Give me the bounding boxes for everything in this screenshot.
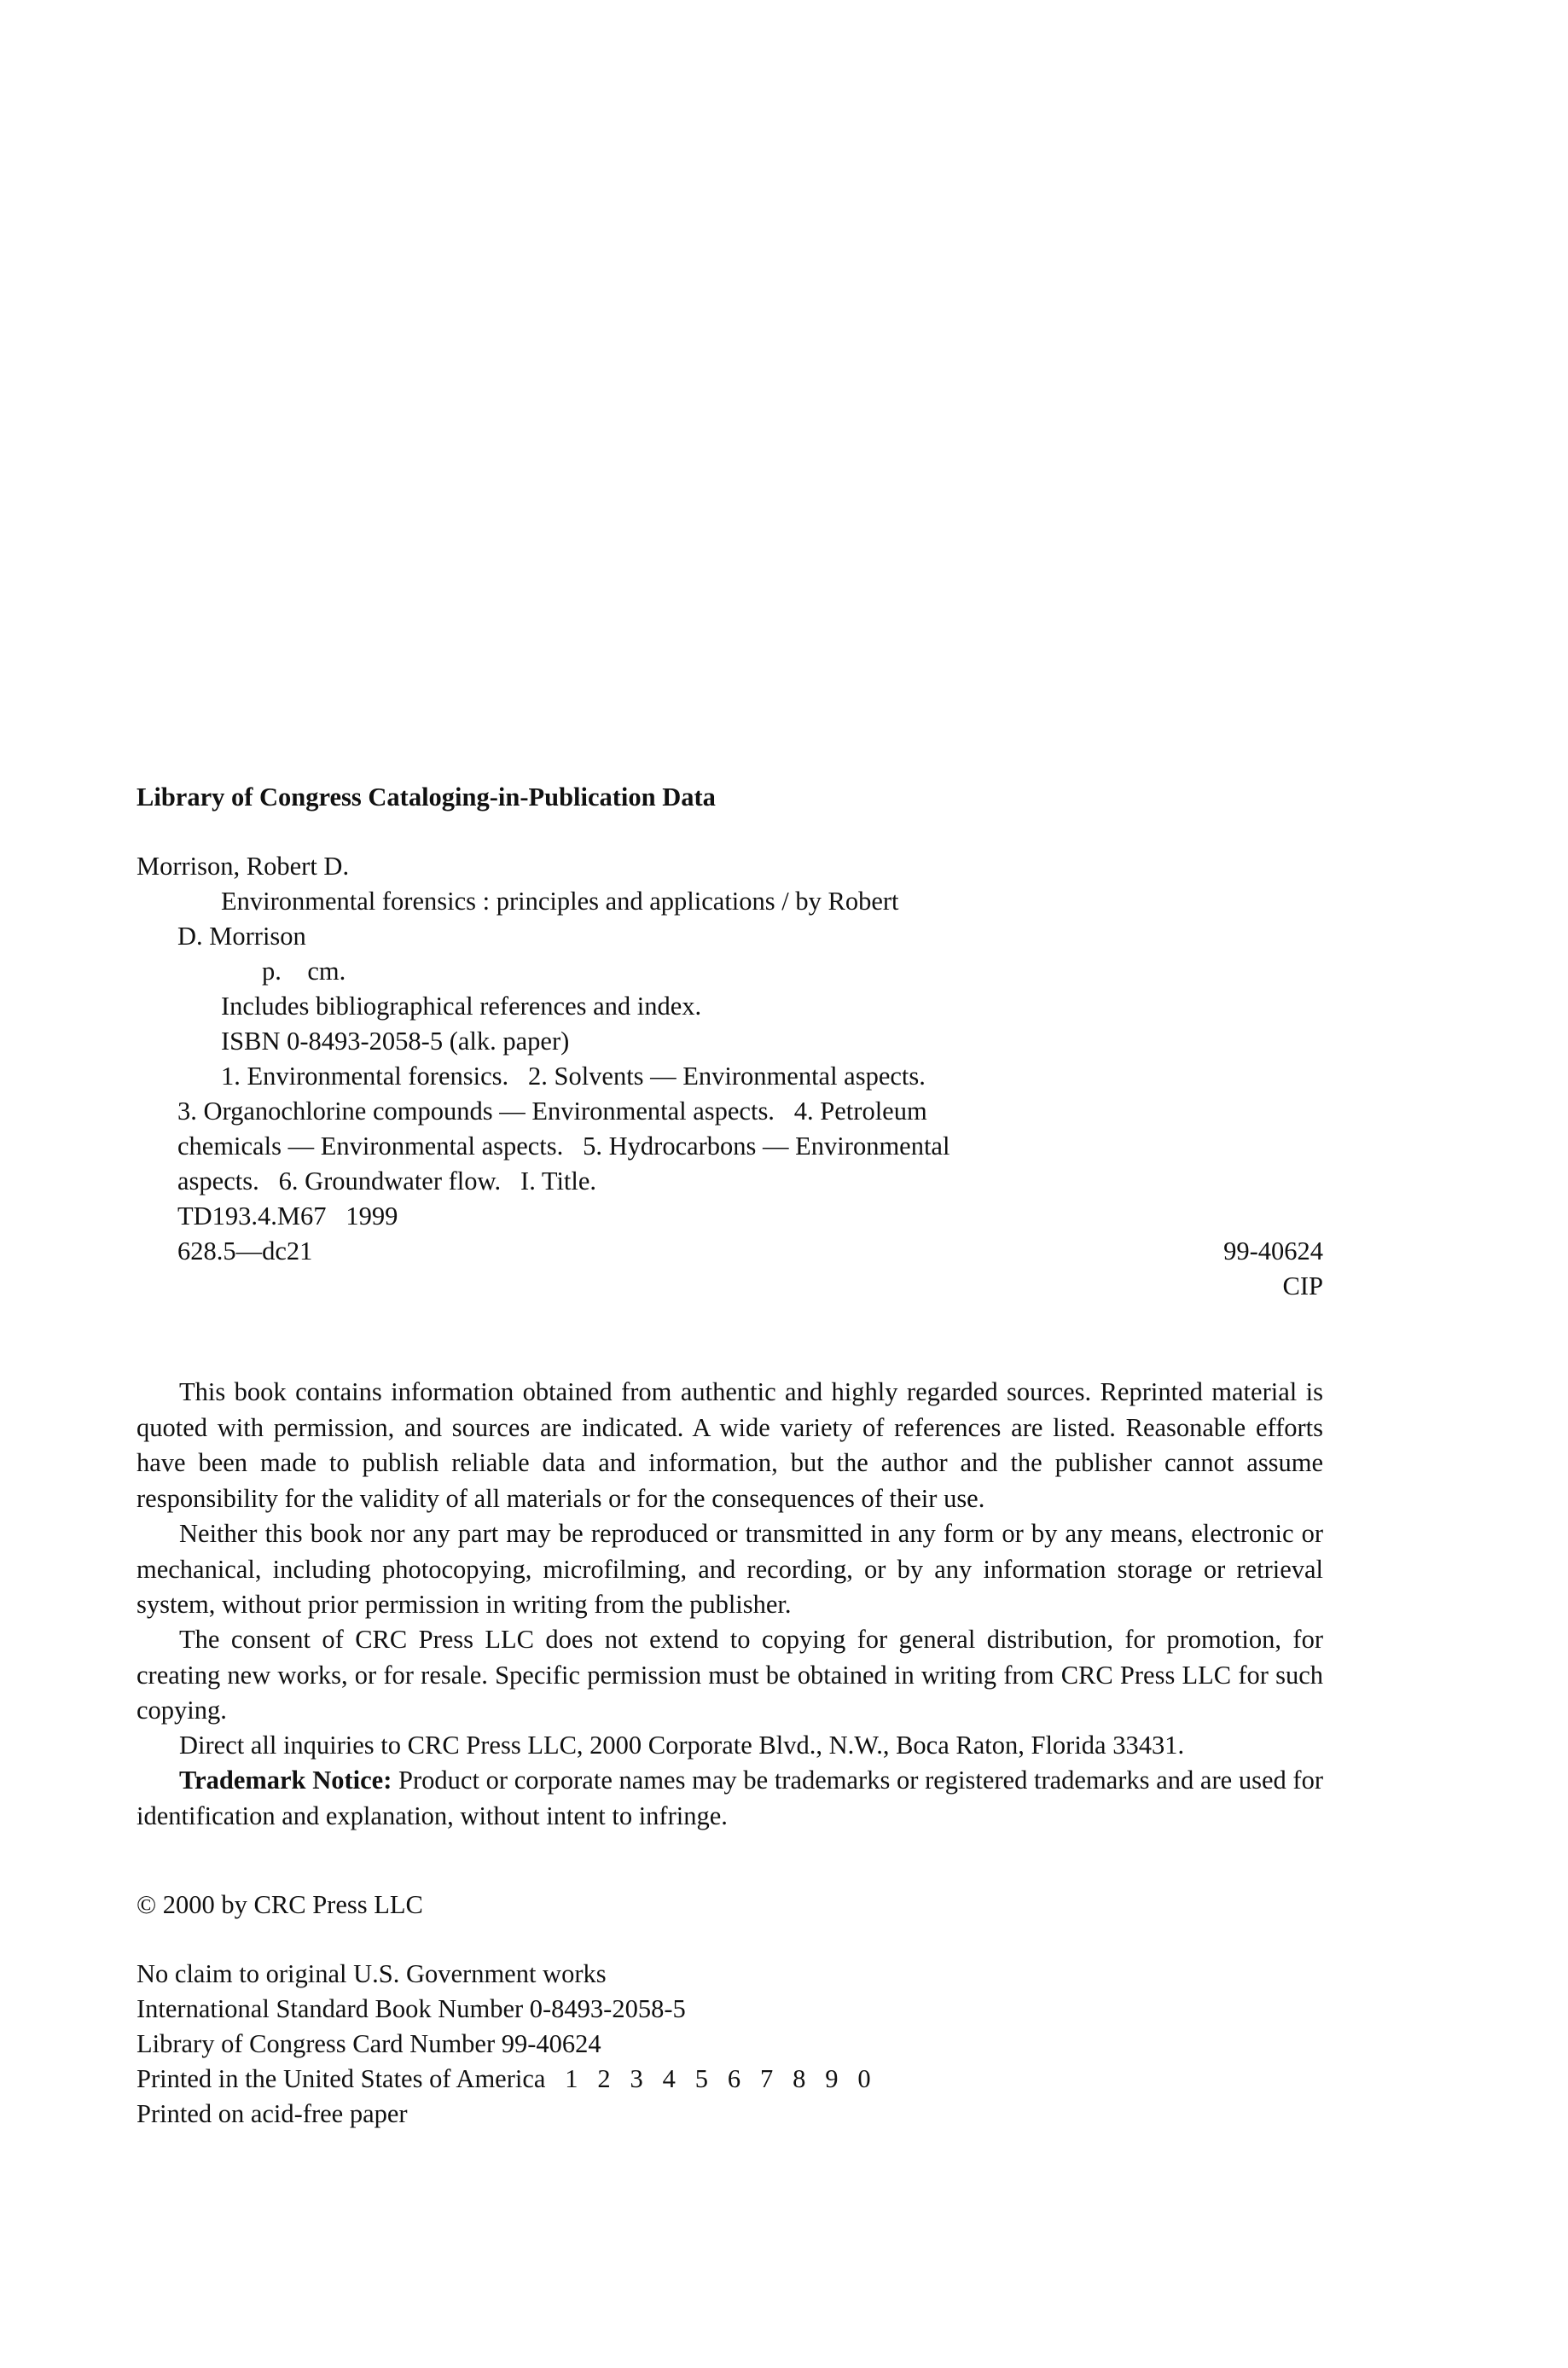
cip-author: Morrison, Robert D. — [136, 852, 350, 881]
imprint-line-4: Printed in the United States of America 1 2 3 4 5 6 7 8 9 0 — [136, 2064, 871, 2093]
trademark-notice — [136, 1763, 1323, 1834]
cip-subjects-line-2: 3. Organochlorine compounds — Environmental aspects. 4. Petroleum — [177, 1097, 927, 1126]
cip-subjects-line-3: chemicals — Environmental aspects. 5. Hydrocarbons — Environmental — [177, 1132, 950, 1161]
imprint-line-5: Printed on acid-free paper — [136, 2099, 408, 2128]
notice-paragraph-1-text: This book contains information obtained from authentic and highly regarded sources. Reprinted material is quoted with permission, and sources are indicated. A wide variety of references are listed. Reasonable efforts have been made to publish reliable data and information, but the author and the publisher cannot assume responsibility for the validity of all materials or for the consequences of their use. — [136, 1377, 1323, 1513]
cip-dewey: 628.5—dc21 — [177, 1236, 313, 1265]
copyright-line: © 2000 by CRC Press LLC — [136, 1890, 423, 1919]
cip-notes: Includes bibliographical references and index. — [221, 992, 702, 1021]
notice-paragraph-2-text: Neither this book nor any part may be reproduced or transmitted in any form or by any means, electronic or mechanical, including photocopying, microfilming, and recording, or by any information storage or retrieval system, without prior permission in writing from the publisher. — [136, 1519, 1323, 1619]
cip-subjects-line-4: aspects. 6. Groundwater flow. I. Title. — [177, 1167, 597, 1196]
cip-label: CIP — [1282, 1271, 1323, 1300]
notice-paragraph-3 — [136, 1622, 1323, 1729]
notice-paragraph-2 — [136, 1516, 1323, 1623]
notice-paragraph-4-text: Direct all inquiries to CRC Press LLC, 2000 Corporate Blvd., N.W., Boca Raton, Florida 33431. — [179, 1731, 1185, 1760]
trademark-text: Product or corporate names may be trademarks or registered trademarks and are used for identification and explanation, without intent to infringe. — [136, 1766, 1323, 1830]
imprint-line-2: International Standard Book Number 0-8493-2058-5 — [136, 1994, 686, 2023]
imprint-line-3: Library of Congress Card Number 99-40624 — [136, 2029, 601, 2058]
cip-title-line-1: Environmental forensics : principles and applications / by Robert — [221, 887, 899, 916]
cip-isbn: ISBN 0-8493-2058-5 (alk. paper) — [221, 1027, 570, 1056]
notice-paragraph-1 — [136, 1375, 1323, 1516]
cip-subjects-line-1: 1. Environmental forensics. 2. Solvents — Environmental aspects. — [221, 1062, 926, 1091]
cip-lccn: 99-40624 — [1223, 1236, 1323, 1265]
cip-physical: p. cm. — [262, 957, 346, 986]
cip-title-line-2: D. Morrison — [177, 922, 306, 951]
notice-paragraph-4 — [136, 1728, 1323, 1764]
trademark-label: Trademark Notice: — [179, 1766, 392, 1795]
cip-heading: Library of Congress Cataloging-in-Publication Data — [136, 783, 716, 812]
notice-paragraph-3-text: The consent of CRC Press LLC does not extend to copying for general distribution, for promotion, for creating new works, or for resale. Specific permission must be obtained in writing from CRC Press LLC for such copying. — [136, 1625, 1323, 1725]
imprint-line-1: No claim to original U.S. Government works — [136, 1959, 607, 1988]
cip-lc-class: TD193.4.M67 1999 — [177, 1201, 398, 1231]
